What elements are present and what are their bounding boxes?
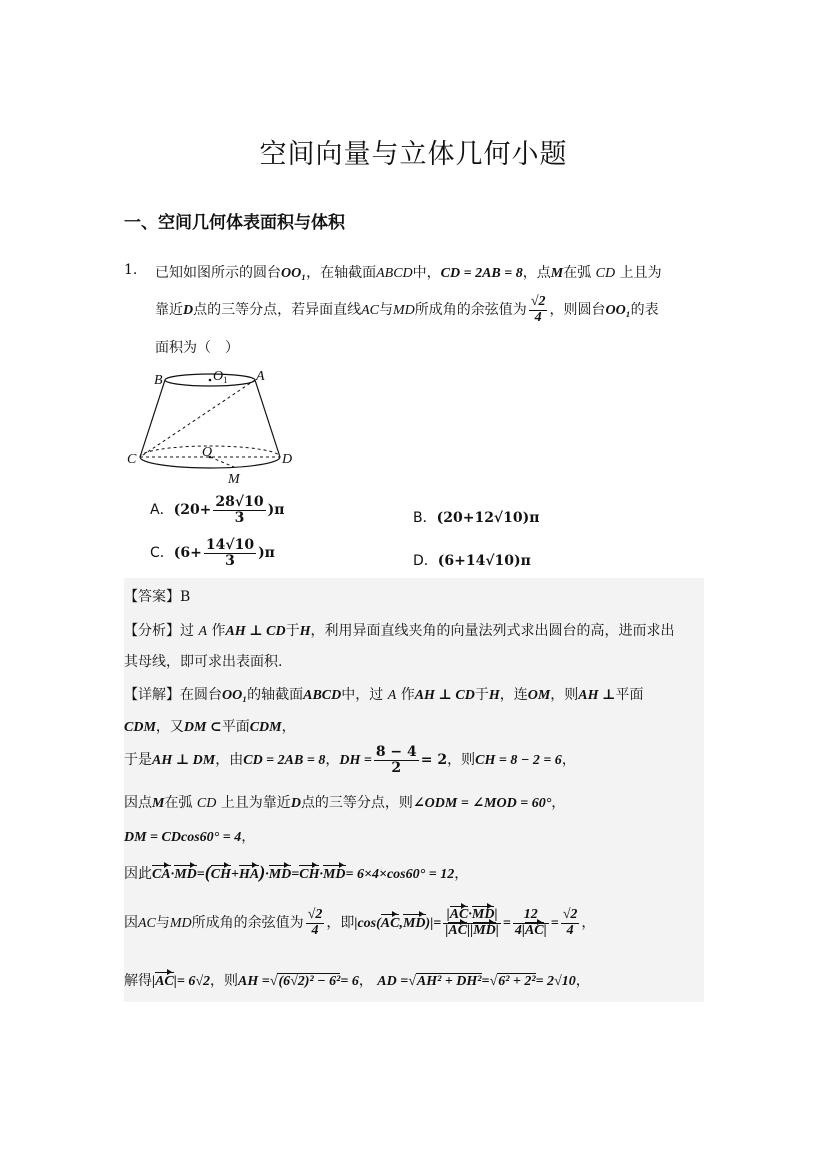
- detail-line-1: 【详解】在圆台OO₁的轴截面ABCD中，过 A 作AH ⊥ CD于H，连OM，则AH ⊥平面: [124, 687, 644, 703]
- detail-line-4: 因点M在弧 CD 上且为靠近D点的三等分点，则∠ODM = ∠MOD = 60°，: [124, 795, 566, 811]
- label-O: O: [202, 445, 213, 460]
- detail-line-8: 解得|AC|= 6√2，则AH =√(6√2)² − 6²= 6， AD =√AH² + DH²=√6² + 2²= 2√10，: [124, 973, 590, 989]
- option-A[interactable]: A．(20+ $\frac{28√10}{3}$ )π: [150, 494, 285, 526]
- option-C[interactable]: C．(6+ $\frac{14√10}{3}$ )π: [150, 537, 275, 569]
- detail-line-7: 因AC与MD所成角的余弦值为 $\frac{√2}{4}$ ，即|cos(AC,MD)|= $\frac{|AC\cdot MD|}{|AC||MD|}$ = $\frac{12}{4|AC|}$ = $\frac{√2}{4}$ ，: [124, 907, 596, 938]
- answer: 【答案】B: [124, 589, 191, 605]
- detail-line-3: 于是AH ⊥ DM，由CD = 2AB = 8，DH = $\frac{8 - 4}{2}$ = 2，则CH = 8 − 2 = 6，: [124, 744, 576, 776]
- label-B: B: [154, 373, 163, 388]
- label-O1: O: [213, 369, 224, 384]
- option-B[interactable]: B．(20+12√10)π: [413, 510, 540, 526]
- detail-line-5: DM = CDcos60° = 4，: [124, 829, 256, 845]
- detail-line-2: CDM，又DM ⊂平面CDM，: [124, 719, 296, 735]
- section-heading: 一、空间几何体表面积与体积: [124, 213, 345, 233]
- option-D[interactable]: D．(6+14√10)π: [413, 553, 531, 569]
- question-number: 1.: [124, 262, 138, 278]
- label-M: M: [228, 472, 240, 486]
- question-line-2: 靠近D点的三等分点，若异面直线AC与MD所成角的余弦值为 $\frac{√2}{4}$ ，则圆台OO₁的表: [155, 294, 659, 325]
- diagonal-AC: [140, 380, 255, 457]
- solution-panel: [124, 578, 704, 1002]
- question-line-1: 已知如图所示的圆台OO₁，在轴截面ABCD中，CD = 2AB = 8，点M在弧 CD 上且为: [155, 265, 662, 281]
- label-O1-sub: 1: [223, 375, 228, 385]
- label-C: C: [127, 452, 137, 467]
- frustum-figure: [124, 364, 304, 486]
- detail-line-6: 因此CA·MD=(CH+HA)·MD=CH·MD= 6×4×cos60° = 12，: [124, 862, 469, 882]
- analysis-line-2: 其母线，即可求出表面积.: [124, 654, 283, 670]
- label-D: D: [282, 452, 293, 467]
- left-slant: [140, 380, 165, 457]
- right-slant: [255, 380, 280, 457]
- analysis-line-1: 【分析】过 A 作AH ⊥ CD于H，利用异面直线夹角的向量法列式求出圆台的高，进而求出: [124, 623, 675, 639]
- page-title: 空间向量与立体几何小题: [259, 139, 568, 170]
- question-line-3: 面积为（ ）: [155, 340, 239, 356]
- center-O1: [209, 379, 212, 382]
- label-A: A: [256, 369, 265, 384]
- segment-OM: [210, 457, 234, 467]
- fraction-sqrt2-over-4: $\frac{√2}{4}$: [530, 294, 546, 325]
